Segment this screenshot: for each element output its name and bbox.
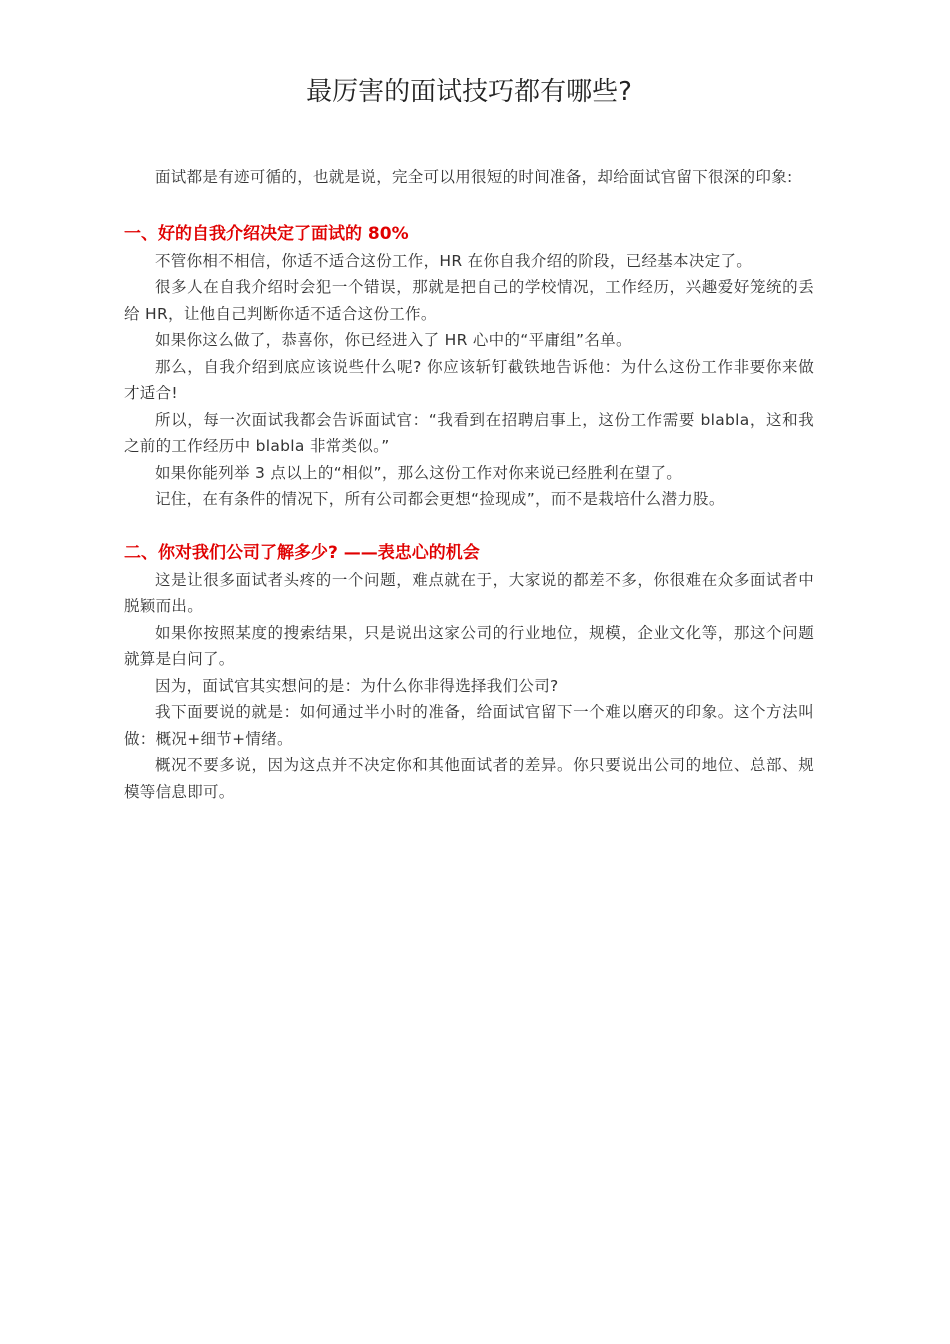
section-heading: 二、你对我们公司了解多少? ——表忠心的机会 [124, 542, 480, 563]
section-heading: 一、好的自我介绍决定了面试的 80% [124, 223, 409, 244]
paragraph: 如果你这么做了，恭喜你，你已经进入了 HR 心中的“平庸组”名单。 [155, 331, 632, 349]
page-title: 最厉害的面试技巧都有哪些? [306, 77, 632, 107]
paragraph: 因为，面试官其实想问的是：为什么你非得选择我们公司? [155, 676, 559, 695]
intro-paragraph: 面试都是有迹可循的，也就是说，完全可以用很短的时间准备，却给面试官留下很深的印象: [155, 168, 793, 186]
document-page [124, 70, 814, 831]
section-1 [124, 220, 814, 513]
paragraph: 如果你能列举 3 点以上的“相似”，那么这份工作对你来说已经胜利在望了。 [155, 463, 683, 482]
paragraph: 那么，自我介绍到底应该说些什么呢? 你应该斩钉截铁地告诉他：为什么这份工作非要你来做才适合! [124, 357, 814, 402]
paragraph: 所以，每一次面试我都会告诉面试官：“我看到在招聘启事上，这份工作需要 blabla，这和我之前的工作经历中 blabla 非常类似。” [124, 410, 814, 455]
paragraph: 这是让很多面试者头疼的一个问题，难点就在于，大家说的都差不多，你很难在众多面试者中脱颖而出。 [124, 570, 814, 615]
paragraph: 记住，在有条件的情况下，所有公司都会更想“捡现成”，而不是栽培什么潜力股。 [155, 490, 725, 508]
paragraph: 很多人在自我介绍时会犯一个错误，那就是把自己的学校情况，工作经历，兴趣爱好笼统的丢给 HR，让他自己判断你适不适合这份工作。 [124, 278, 814, 323]
paragraph: 如果你按照某度的搜索结果，只是说出这家公司的行业地位，规模，企业文化等，那这个问题就算是白问了。 [124, 623, 814, 668]
paragraph: 概况不要多说，因为这点并不决定你和其他面试者的差异。你只要说出公司的地位、总部、规模等信息即可。 [124, 756, 814, 801]
paragraph: 不管你相不相信，你适不适合这份工作，HR 在你自我介绍的阶段，已经基本决定了。 [155, 251, 753, 270]
section-2 [124, 539, 814, 806]
paragraph: 我下面要说的就是：如何通过半小时的准备，给面试官留下一个难以磨灭的印象。这个方法叫做：概况+细节+情绪。 [124, 703, 814, 748]
